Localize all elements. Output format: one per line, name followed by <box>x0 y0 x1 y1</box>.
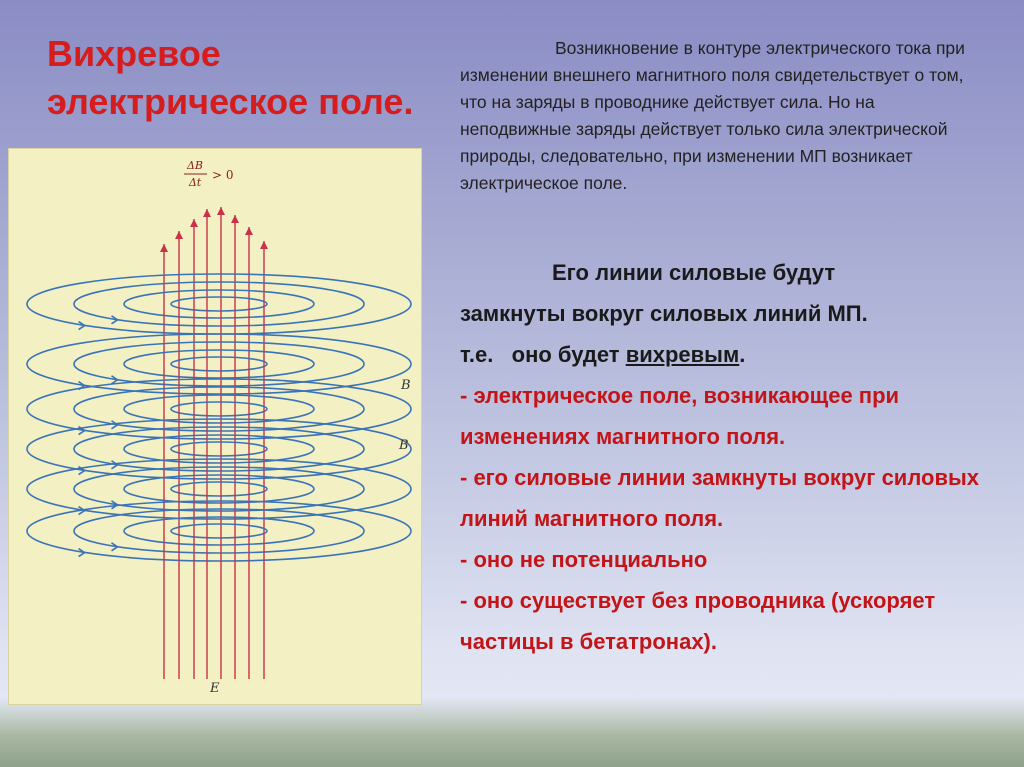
loop-front-arc <box>27 274 411 304</box>
field-line-arrowhead <box>217 207 225 215</box>
loop-back-arc <box>74 531 364 553</box>
property-2: - его силовые линии замкнуты вокруг силовых линий магнитного поля. <box>460 465 979 531</box>
loop-back-arc <box>74 304 364 326</box>
loop-back-arc <box>171 409 267 416</box>
statement-line-2: замкнуты вокруг силовых линий МП. <box>460 301 868 326</box>
loop-front-arc <box>74 282 364 304</box>
loop-front-arc <box>171 402 267 409</box>
field-line-arrowhead <box>203 209 211 217</box>
slide-title: Вихревое электрическое поле. <box>47 33 414 122</box>
intro-paragraph <box>460 35 990 197</box>
loop-front-arc <box>171 297 267 304</box>
label-b-lower: B <box>399 438 409 453</box>
formula-relation: > 0 <box>212 168 234 182</box>
intro-rest: электрического тока при изменении внешнего магнитного поля свидетельствует о том, что на заряды в проводнике действует сила. Но на неподвижные заряды действует только сила электрической природы, следовательно, при изменении МП возникает электрическое поле. <box>460 38 965 193</box>
field-line-arrowhead <box>175 231 183 239</box>
loop-back-arc <box>27 489 411 519</box>
loop-front-arc <box>171 524 267 531</box>
field-lines <box>160 207 268 679</box>
bottom-band <box>0 697 1024 767</box>
field-line-arrowhead <box>160 244 168 252</box>
field-line-arrowhead <box>231 215 239 223</box>
label-b-upper: B <box>401 378 411 393</box>
loop-back-arc <box>171 364 267 371</box>
loop-back-arc <box>171 304 267 311</box>
vortex-term: вихревым <box>625 342 740 367</box>
loop-front-arc <box>171 482 267 489</box>
loop-front-arc <box>74 509 364 531</box>
loop-front-arc <box>27 334 411 364</box>
property-4: - оно существует без проводника (ускоряет частицы в бетатронах). <box>460 588 936 654</box>
main-text <box>460 252 1020 662</box>
loop-front-arc <box>171 442 267 449</box>
property-1: - электрическое поле, возникающее при изменениях магнитного поля. <box>460 383 900 449</box>
loop-front-arc <box>74 342 364 364</box>
vortex-field-figure <box>8 148 422 705</box>
loop-back-arc <box>27 304 411 334</box>
vortex-field-diagram <box>9 149 421 704</box>
field-line-arrowhead <box>190 219 198 227</box>
loop-back-arc <box>74 489 364 511</box>
property-3: - оно не потенциально <box>460 547 708 572</box>
loop-back-arc <box>171 531 267 538</box>
rate-formula <box>184 159 234 189</box>
loop-front-arc <box>171 357 267 364</box>
label-e: E <box>210 681 220 696</box>
loop-back-arc <box>171 449 267 456</box>
statement-line-3: т.е. оно будет вихревым. <box>460 342 746 367</box>
formula-denominator: Δt <box>188 176 202 189</box>
field-line-arrowhead <box>260 241 268 249</box>
loop-front-arc <box>27 501 411 531</box>
intro-lead: Возникновение в контуре <box>555 38 762 58</box>
loop-back-arc <box>27 531 411 561</box>
formula-numerator: ΔB <box>186 159 204 172</box>
loop-back-arc <box>171 489 267 496</box>
statement-line-1: Его линии силовые будут <box>552 260 836 285</box>
field-line-arrowhead <box>245 227 253 235</box>
